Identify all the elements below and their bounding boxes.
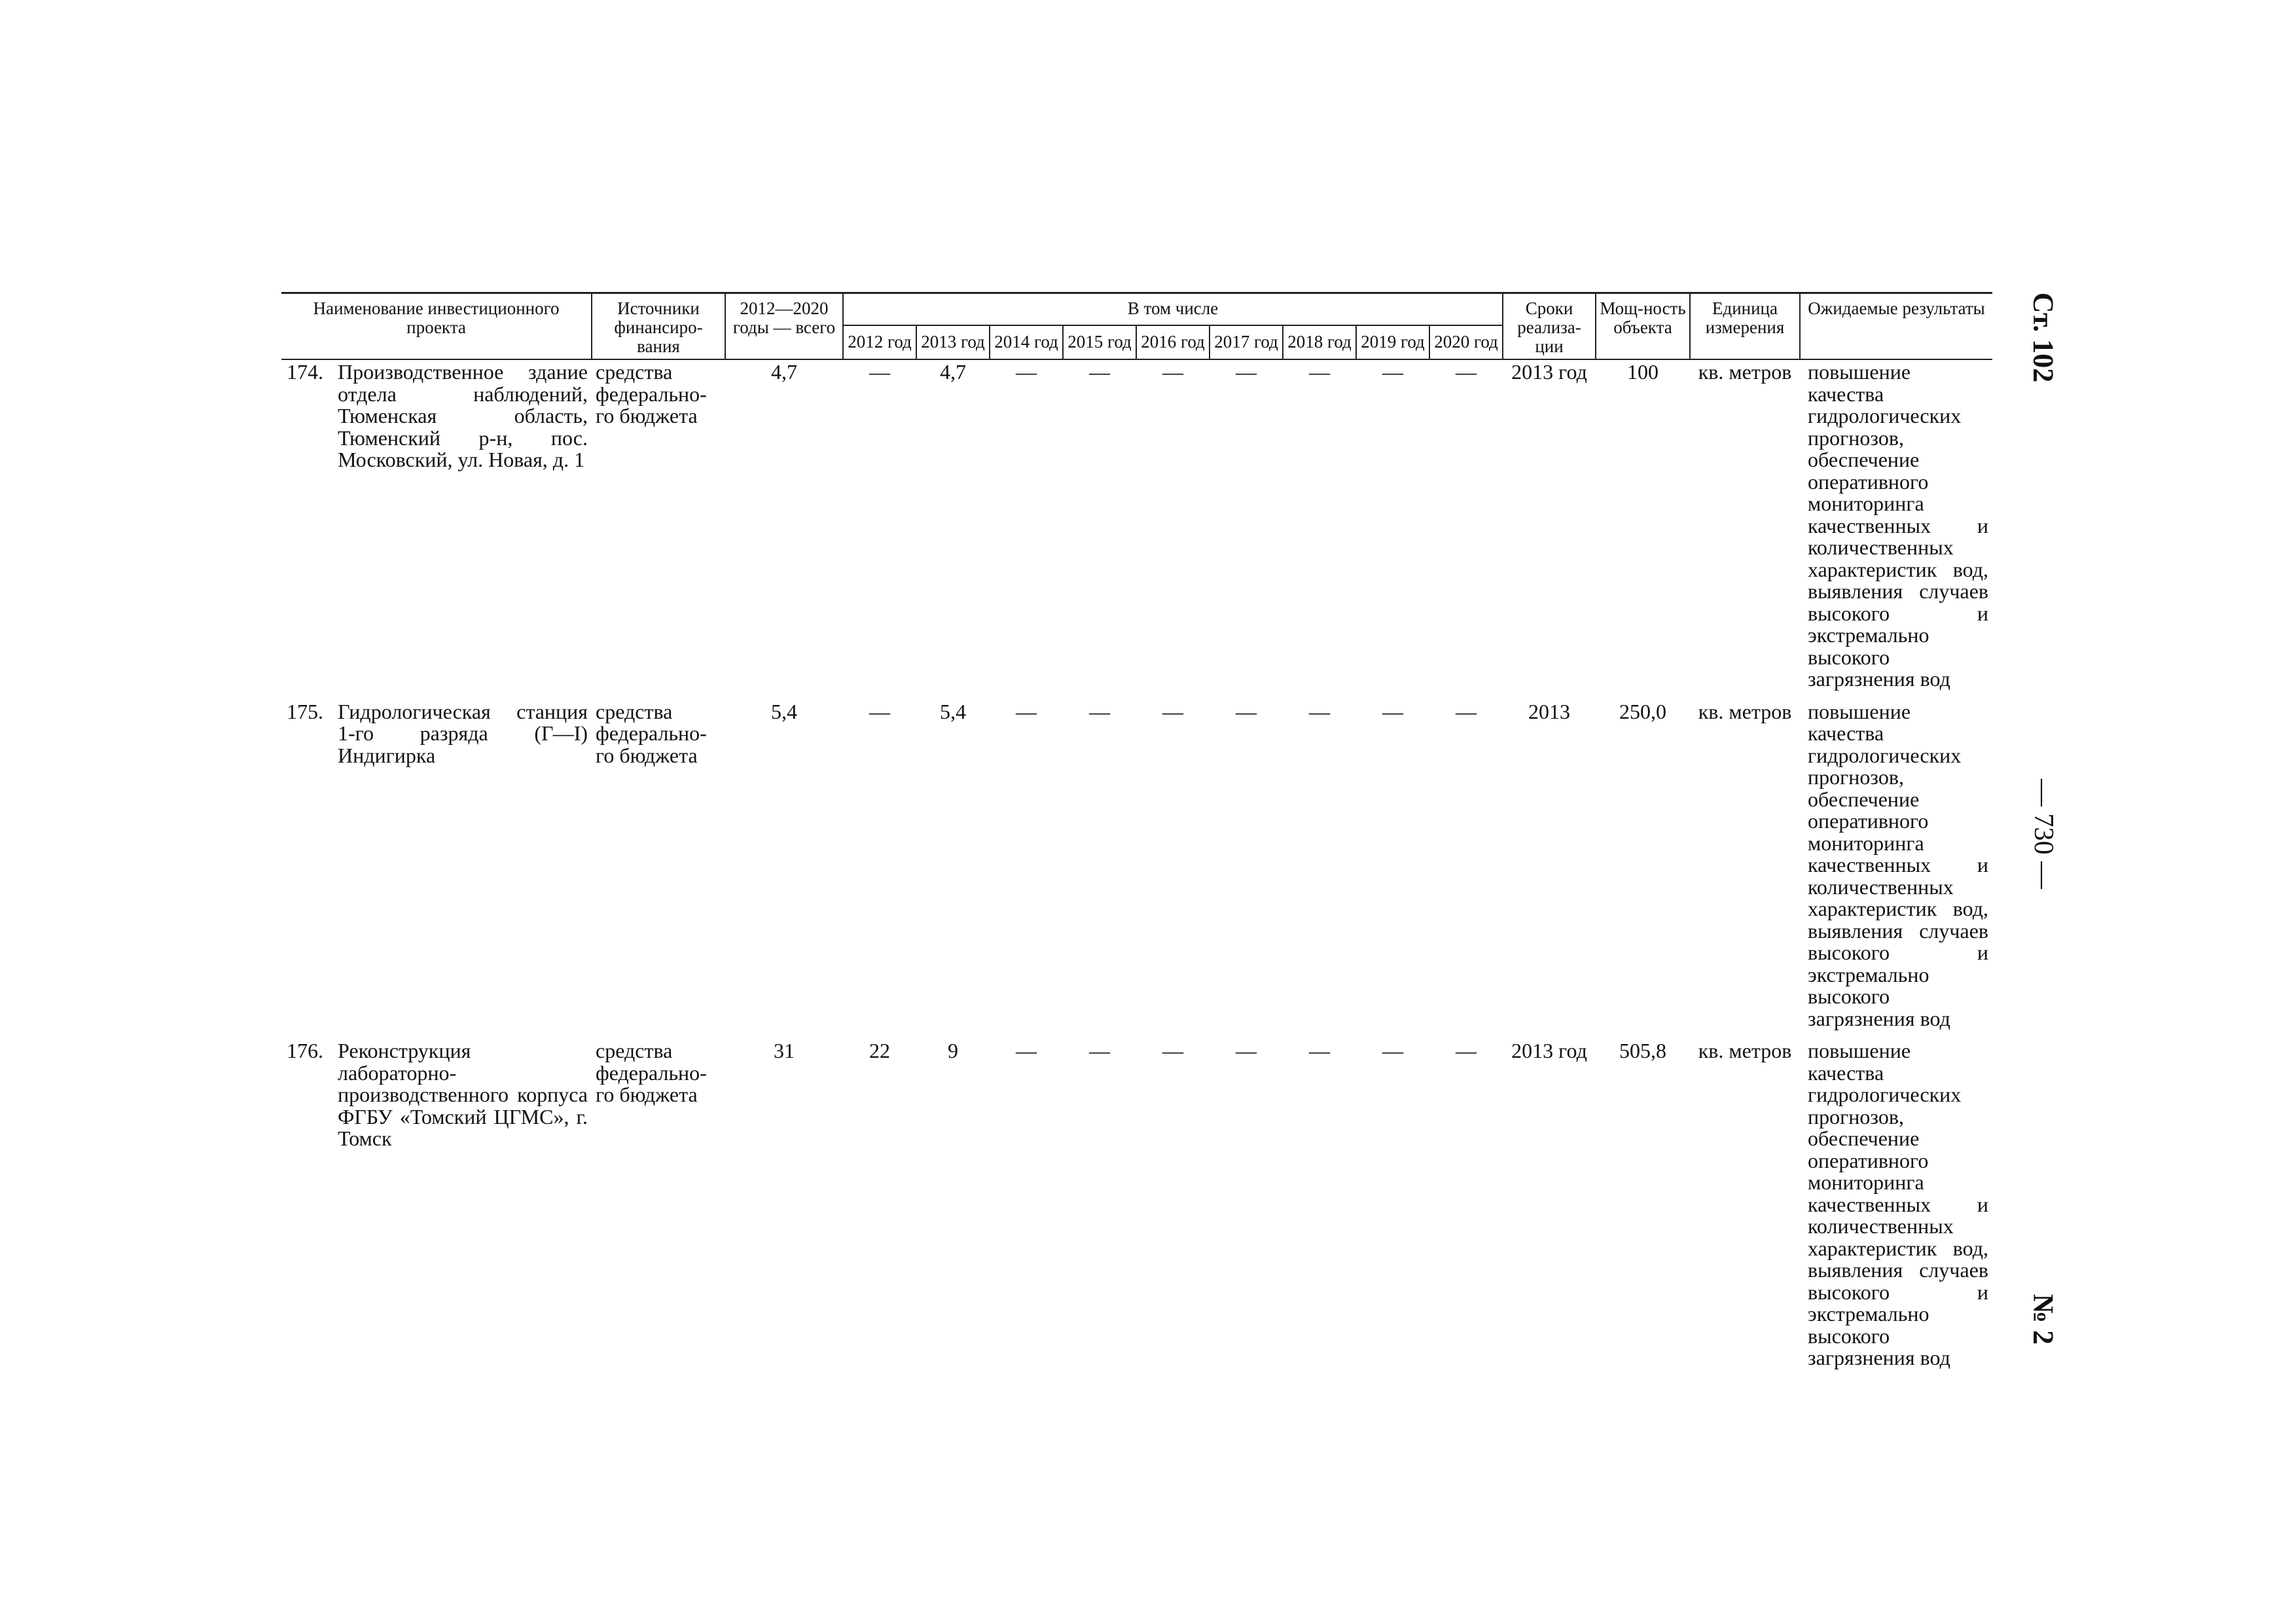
header-capacity: Мощ-ность объекта <box>1596 293 1690 360</box>
year-value: — <box>1309 360 1330 384</box>
project-name: Производственное здание отдела наблюдений, Тюменская область, Тюменский р-н, пос. Московский, ул. Новая, д. 1 <box>338 360 588 471</box>
year-value: — <box>1089 360 1110 384</box>
year-value: — <box>1089 699 1110 723</box>
header-year: 2012 год <box>843 325 916 359</box>
term-value: 2013 год <box>1511 360 1587 384</box>
header-year: 2014 год <box>990 325 1063 359</box>
expected-result: повышение качества гидрологических прогнозов, обеспечение оперативного мониторинга качественных и количественных характеристик вод, выявления случаев высокого и экстремально высокого загрязнения вод <box>1808 699 1988 1030</box>
year-value: — <box>1089 1039 1110 1062</box>
funding-source: средства федерально-го бюджета <box>596 360 707 427</box>
year-value: 5,4 <box>940 699 966 723</box>
table-row <box>281 359 1992 700</box>
table-body <box>281 359 1992 1379</box>
project-name: Гидрологическая станция 1-го разряда (Г—I) Индигирка <box>338 699 588 767</box>
year-value: — <box>1016 360 1037 384</box>
year-value: — <box>1016 699 1037 723</box>
header-funding-source: Источники финансиро-вания <box>592 293 725 360</box>
project-cell <box>281 700 592 1039</box>
year-value: — <box>1382 699 1403 723</box>
year-value: — <box>1016 1039 1037 1062</box>
unit-value: кв. метров <box>1698 360 1792 384</box>
year-value: — <box>1236 360 1257 384</box>
total-value: 31 <box>774 1039 795 1062</box>
article-number: Ст. 102 <box>2027 292 2060 383</box>
header-year: 2018 год <box>1283 325 1356 359</box>
total-value: 4,7 <box>771 360 797 384</box>
table-row <box>281 700 1992 1039</box>
year-value: — <box>1236 699 1257 723</box>
term-value: 2013 <box>1528 699 1570 723</box>
capacity-value: 505,8 <box>1619 1039 1666 1062</box>
row-number: 175. <box>287 699 323 723</box>
unit-value: кв. метров <box>1698 699 1792 723</box>
year-value: — <box>1309 699 1330 723</box>
unit-value: кв. метров <box>1698 1039 1792 1062</box>
header-total: 2012—2020 годы — всего <box>725 293 843 360</box>
capacity-value: 100 <box>1627 360 1659 384</box>
header-year: 2015 год <box>1063 325 1136 359</box>
header-unit: Единица измерения <box>1690 293 1800 360</box>
year-value: — <box>1162 360 1183 384</box>
header-results: Ожидаемые результаты <box>1800 293 1992 360</box>
expected-result: повышение качества гидрологических прогнозов, обеспечение оперативного мониторинга качественных и количественных характеристик вод, выявления случаев высокого и экстремально высокого загрязнения вод <box>1808 1039 1988 1369</box>
year-value: — <box>1456 1039 1477 1062</box>
table-row <box>281 1039 1992 1379</box>
header-project-name: Наименование инвестиционного проекта <box>281 293 592 360</box>
header-year: 2019 год <box>1356 325 1429 359</box>
header-year: 2020 год <box>1429 325 1503 359</box>
year-value: 4,7 <box>940 360 966 384</box>
year-value: — <box>869 360 890 384</box>
term-value: 2013 год <box>1511 1039 1587 1062</box>
header-terms: Сроки реализа-ции <box>1503 293 1596 360</box>
year-value: — <box>1382 360 1403 384</box>
header-including: В том числе <box>843 293 1503 326</box>
year-value: — <box>1309 1039 1330 1062</box>
header-year: 2013 год <box>916 325 990 359</box>
row-number: 176. <box>287 1039 323 1062</box>
header-year: 2016 год <box>1136 325 1210 359</box>
year-value: — <box>1382 1039 1403 1062</box>
row-number: 174. <box>287 360 323 384</box>
funding-source: средства федерально-го бюджета <box>596 699 707 767</box>
project-cell <box>281 1039 592 1379</box>
investment-projects-table <box>281 292 1992 1379</box>
project-name: Реконструкция лабораторно-производственного корпуса ФГБУ «Томский ЦГМС», г. Томск <box>338 1039 588 1150</box>
year-value: — <box>1456 699 1477 723</box>
year-value: — <box>1456 360 1477 384</box>
issue-number: № 2 <box>2027 1293 2060 1345</box>
page-number: — 730 — <box>2028 779 2058 889</box>
project-cell <box>281 359 592 700</box>
expected-result: повышение качества гидрологических прогнозов, обеспечение оперативного мониторинга качественных и количественных характеристик вод, выявления случаев высокого и экстремально высокого загрязнения вод <box>1808 360 1988 691</box>
year-value: — <box>1236 1039 1257 1062</box>
year-value: 9 <box>948 1039 958 1062</box>
total-value: 5,4 <box>771 699 797 723</box>
year-value: — <box>1162 699 1183 723</box>
year-value: — <box>869 699 890 723</box>
year-value: 22 <box>869 1039 890 1062</box>
capacity-value: 250,0 <box>1619 699 1666 723</box>
year-value: — <box>1162 1039 1183 1062</box>
funding-source: средства федерально-го бюджета <box>596 1039 707 1106</box>
header-year: 2017 год <box>1210 325 1283 359</box>
